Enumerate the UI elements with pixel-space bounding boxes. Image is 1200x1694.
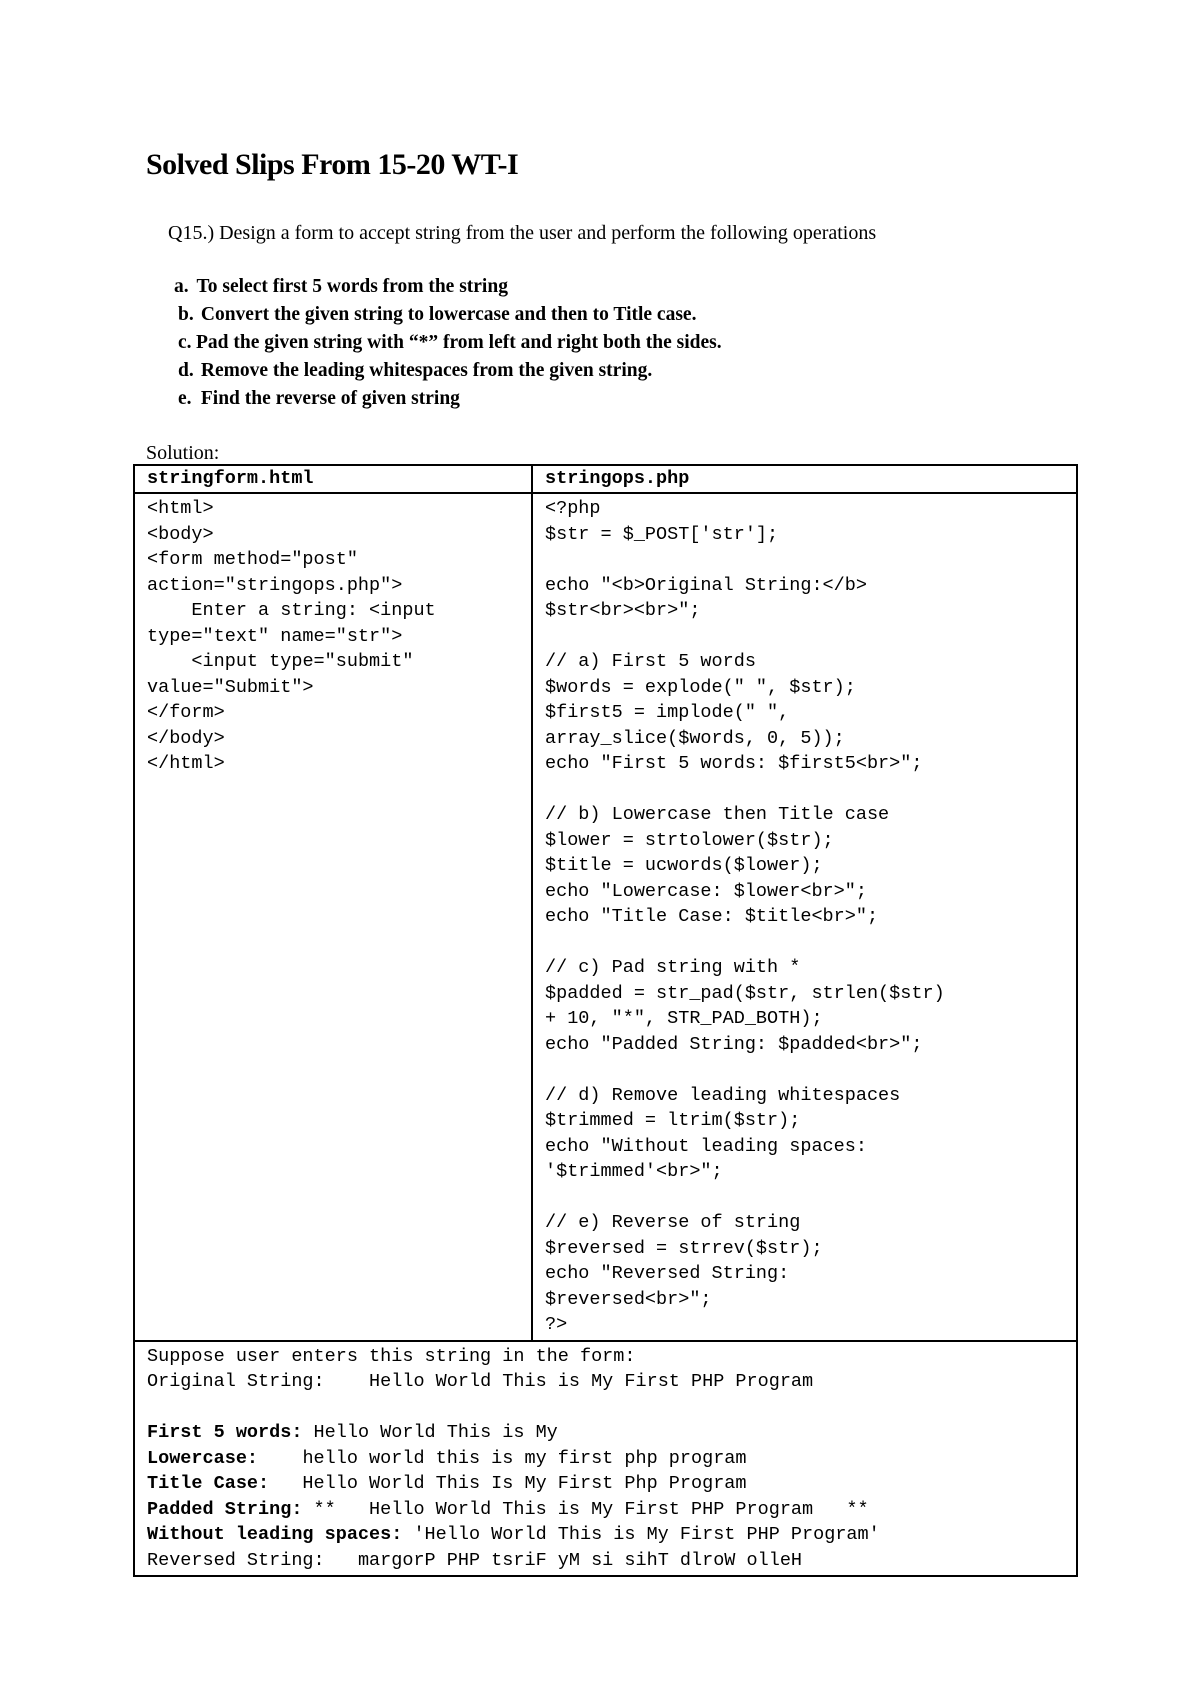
output-line (147, 1548, 1066, 1574)
output-label: Reversed String: (147, 1549, 325, 1571)
list-marker: e. (178, 388, 192, 409)
code-row (134, 493, 1077, 1341)
output-intro: Suppose user enters this string in the form: (147, 1345, 636, 1367)
php-code-cell (532, 493, 1077, 1341)
output-value: margorP PHP tsriF yM si sihT dlroW olleH (324, 1549, 803, 1571)
list-item (174, 385, 722, 413)
solution-table (133, 464, 1078, 1577)
output-value: Hello World This Is My First Php Program (269, 1473, 747, 1494)
output-line (147, 1471, 1066, 1497)
list-item (174, 273, 722, 301)
output-label: First 5 words: (147, 1422, 303, 1443)
question-text: Q15.) Design a form to accept string from the user and perform the following operations (168, 222, 877, 244)
output-blank-line (147, 1395, 1066, 1421)
table-header-row (134, 465, 1077, 493)
list-marker: b. (178, 304, 194, 325)
header-php-file: stringops.php (532, 465, 1077, 493)
list-item (174, 357, 722, 385)
output-label: Without leading spaces: (147, 1524, 403, 1545)
list-marker: c. (178, 332, 192, 353)
output-value: hello world this is my first php program (258, 1447, 747, 1469)
output-value: ** Hello World This is My First PHP Program ** (302, 1498, 869, 1520)
html-code-cell (134, 493, 532, 1341)
header-html-file: stringform.html (134, 465, 532, 493)
list-marker: a. (174, 276, 189, 297)
list-item-text: Remove the leading whitespaces from the given string. (200, 360, 653, 381)
page-title: Solved Slips From 15-20 WT-I (146, 148, 519, 181)
output-value: Hello World This is My (302, 1422, 558, 1443)
output-label: Original String: (147, 1371, 325, 1392)
html-code: <html> <body> <form method="post" action="stringops.php"> Enter a string: <input type="text" name="str"> <input type="submit" value="Submit"> </form> </body> </html> (147, 498, 436, 774)
output-value: 'Hello World This is My First PHP Program' (402, 1524, 880, 1545)
list-item-text: Find the reverse of given string (200, 388, 460, 409)
output-label: Title Case: (147, 1473, 270, 1494)
output-line (147, 1522, 1066, 1548)
list-marker: d. (178, 360, 194, 381)
list-item-text: Convert the given string to lowercase and then to Title case. (200, 304, 697, 325)
output-row (134, 1341, 1077, 1577)
output-value: Hello World This is My First PHP Program (324, 1371, 814, 1392)
list-item (174, 329, 722, 357)
list-item (174, 301, 722, 329)
output-line (147, 1420, 1066, 1446)
solution-label: Solution: (146, 442, 220, 464)
output-line (147, 1369, 1066, 1395)
output-line (147, 1497, 1066, 1523)
list-item-text: To select first 5 words from the string (196, 276, 508, 297)
output-cell (134, 1341, 1077, 1577)
php-code: <?php $str = $_POST['str']; echo "<b>Original String:</b> $str<br><br>"; // a) First 5 words $words = explode(" ", $str); $first5 = implode(" ", array_slice($words, 0, 5)); echo "First 5 words: $first5<br>"; // b) Lowercase then Title case $lower = strtolower($str); $title = ucwords($lower); echo "Lowercase: $lower<br>"; echo "Title Case: $title<br>"; // c) Pad string with * $padded = str_pad($str, strlen($str) + 10, "*", STR_PAD_BOTH); echo "Padded String: $padded<br>"; // d) Remove leading whitespaces $trimmed = ltrim($str); echo "Without leading spaces: '$trimmed'<br>"; // e) Reverse of string $reversed = strrev($str); echo "Reversed String: $reversed<br>"; ?> (545, 498, 945, 1335)
output-label: Padded String: (147, 1498, 303, 1520)
operations-list (174, 273, 722, 413)
output-label: Lowercase: (147, 1447, 259, 1469)
list-item-text: Pad the given string with “*” from left and right both the sides. (196, 332, 722, 353)
output-line (147, 1446, 1066, 1472)
